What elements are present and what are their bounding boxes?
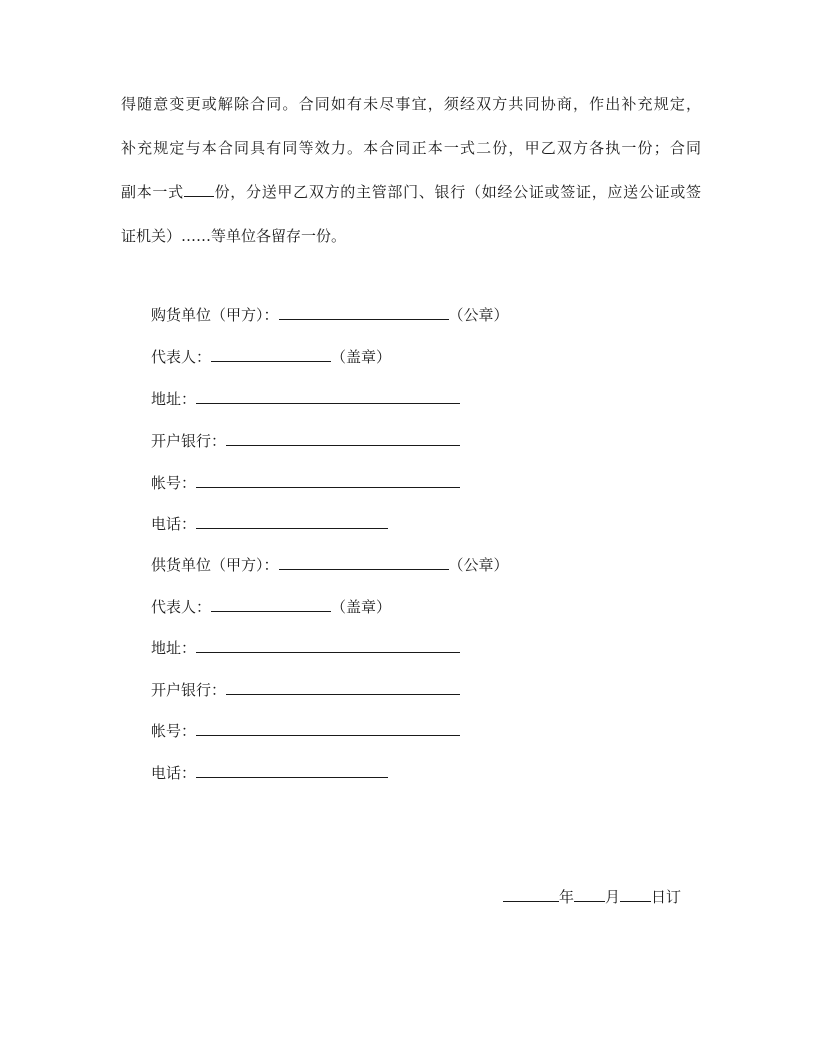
supplier-account-label: 帐号： — [151, 722, 197, 740]
buyer-representative-label: 代表人： — [151, 348, 212, 366]
buyer-phone-label: 电话： — [151, 515, 197, 533]
buyer-bank-label: 开户银行： — [151, 432, 227, 450]
buyer-seal-note: （公章） — [448, 306, 509, 324]
buyer-bank-row — [151, 428, 460, 450]
supplier-phone-label: 电话： — [151, 764, 197, 782]
clause-line-1: 得随意变更或解除合同。合同如有未尽事宜，须经双方共同协商，作出补充规定， — [121, 95, 701, 113]
supplier-bank-row — [151, 677, 460, 699]
buyer-representative-row — [151, 344, 391, 366]
day-blank[interactable] — [620, 884, 651, 902]
supplier-seal-note: （公章） — [448, 556, 509, 574]
clause-line-3-start: 副本一式 — [121, 183, 184, 201]
buyer-address-row — [151, 386, 460, 408]
supplier-representative-field[interactable] — [211, 594, 331, 612]
contract-clause-paragraph — [121, 82, 701, 258]
supplier-representative-row — [151, 594, 391, 616]
buyer-address-label: 地址： — [151, 390, 197, 408]
signing-date-line — [503, 884, 681, 906]
clause-line-3-end: 份，分送甲乙双方的主管部门、银行（如经公证或签证，应送公证或签 — [213, 183, 701, 201]
month-blank[interactable] — [574, 884, 605, 902]
buyer-phone-row — [151, 511, 388, 533]
supplier-phone-row — [151, 760, 388, 782]
supplier-bank-field[interactable] — [226, 677, 460, 695]
clause-line-4: 证机关）……等单位各留存一份。 — [121, 227, 347, 245]
year-blank[interactable] — [503, 884, 559, 902]
supplier-account-row — [151, 718, 460, 740]
buyer-address-field[interactable] — [196, 386, 460, 404]
copies-count-blank — [184, 181, 214, 197]
buyer-representative-field[interactable] — [211, 344, 331, 362]
supplier-address-label: 地址： — [151, 639, 197, 657]
supplier-unit-row — [151, 552, 509, 574]
month-label: 月 — [605, 888, 621, 906]
buyer-unit-label: 购货单位（甲方）： — [151, 306, 279, 324]
clause-line-3 — [121, 170, 701, 214]
buyer-account-label: 帐号： — [151, 474, 197, 492]
supplier-address-field[interactable] — [196, 635, 460, 653]
supplier-account-field[interactable] — [196, 718, 460, 736]
year-label: 年 — [559, 888, 575, 906]
clause-line-2: 补充规定与本合同具有同等效力。本合同正本一式二份，甲乙双方各执一份；合同 — [121, 139, 701, 157]
buyer-account-field[interactable] — [196, 470, 460, 488]
buyer-unit-row — [151, 302, 509, 324]
supplier-stamp-note: （盖章） — [331, 598, 392, 616]
supplier-unit-label: 供货单位（甲方）： — [151, 556, 279, 574]
buyer-phone-field[interactable] — [196, 511, 388, 529]
supplier-phone-field[interactable] — [196, 760, 388, 778]
supplier-address-row — [151, 635, 460, 657]
buyer-bank-field[interactable] — [226, 428, 460, 446]
buyer-unit-field[interactable] — [279, 302, 449, 320]
day-label: 日订 — [651, 888, 682, 906]
supplier-unit-field[interactable] — [279, 552, 449, 570]
buyer-stamp-note: （盖章） — [331, 348, 392, 366]
buyer-account-row — [151, 470, 460, 492]
supplier-representative-label: 代表人： — [151, 598, 212, 616]
supplier-bank-label: 开户银行： — [151, 681, 227, 699]
